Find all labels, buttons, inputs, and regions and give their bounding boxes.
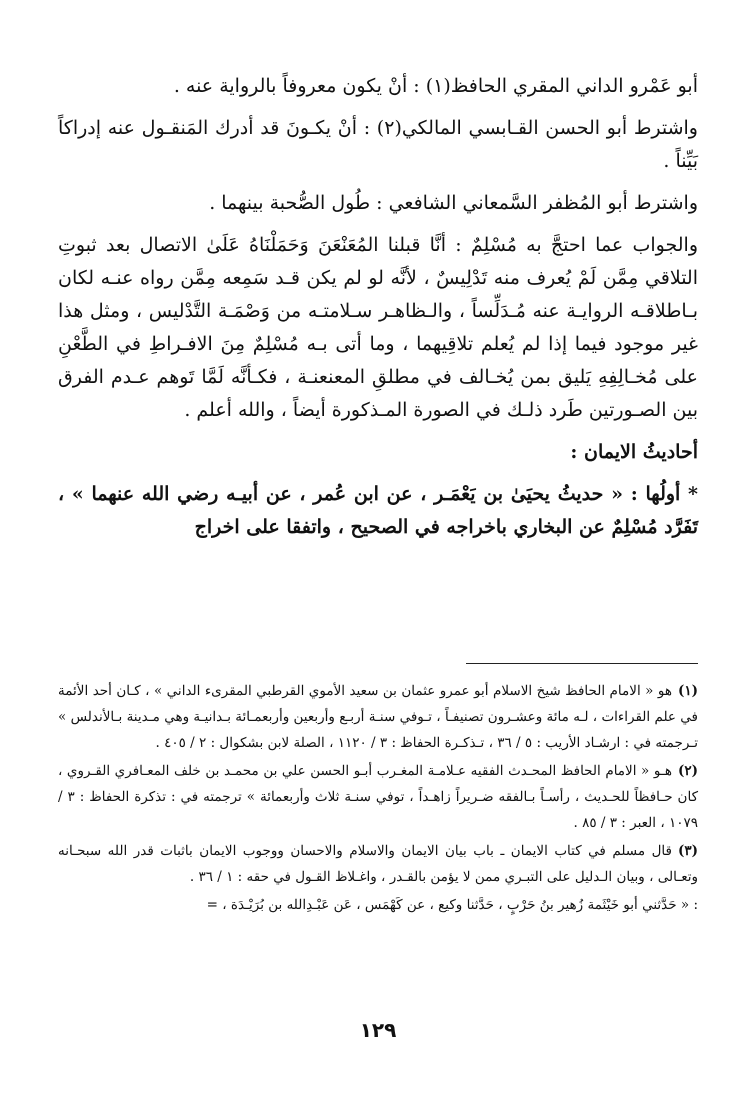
- body-paragraph: واشترط أبو المُظفر السَّمعاني الشافعي : طُول الصُّحبة بينهما .: [209, 192, 698, 214]
- footnote-number: (١): [677, 683, 698, 699]
- body-paragraph: واشترط أبو الحسن القـابسي المالكي(٢) : أنْ يكـونَ قد أدرك المَنقـول عنه إدراكاً بَيِّناً .: [58, 117, 698, 172]
- hadith-paragraph: * أولُها : « حديثُ يحيَىٰ بن يَعْمَـر ، عن ابن عُمر ، عن أبيـه رضي الله عنهما » ، تَفَرَّد مُسْلِمٌ عن البخاري باخراجه في الصحيح ، واتفقا على اخراج: [58, 483, 698, 538]
- footnote: [58, 678, 698, 756]
- footnote: [58, 758, 698, 836]
- body-paragraph: والجواب عما احتجَّ به مُسْلِمٌ : أنَّا قبلنا المُعَنْعَنَ وَحَمَلْنَاهُ عَلَىٰ الاتصال بعد ثبوتِ التلاقي مِمَّن لَمْ يُعرف منه تَدْلِيسٌ ، لأنَّه لو لم يكن قـد سَمِعه مِمَّن رواه عنـه لكان بـاطلاقـه الروايـة عنه مُـدَلِّساً ، والـظاهـر سـلامتـه من وَصْمَـة التَّدْليس ، ومثل هذا غير موجود فيما إذا لم يُعلم تلاقِيهما ، وما أتى بـه مُسْلِمٌ مِنَ الافـراطِ في الطَّعْنِ على مُخـالِفِهِ يَليق بمن يُخـالف في مطلقِ المعنعنـة ، فكـأنَّه لَمَّا تَوهم عـدم الفرق بين الصـورتين طَرد ذلـك في الصورة المـذكورة أيضاً ، والله أعلم .: [58, 234, 698, 421]
- footnote-number: (٢): [677, 763, 698, 779]
- footnotes-section: [58, 678, 698, 920]
- footnote-text: هو « الامام الحافظ شيخ الاسلام أبو عمرو عثمان بن سعيد الأموي القرطبي المقرىء الداني » ، كـان أحد الأئمة في علم القراءات ، لـه مائة وعشـرون تصنيفـاً ، تـوفي سنـة أربـع وأربعين وأربعمـائة بـدانيـة وهي مـدينة بـالأندلس » تـرجمته في : ارشـاد الأريب : ٥ / ٣٦ ، تـذكـرة الحفاظ : ٣ / ١١٢٠ ، الصلة لابن بشكوال : ٢ / ٤٠٥ .: [58, 683, 698, 751]
- footnote-text: هـو « الامام الحافظ المحـدث الفقيه عـلامـة المغـرب أبـو الحسن علي بن محمـد بن خلف المعـافري القـروي ، كان حـافظاً للحـديث ، رأسـاً بـالفقه ضـريراً زاهـداً ، توفي سنـة ثلاث وأربعمائة » ترجمته في : تذكرة الحفاظ : ٣ / ١٠٧٩ ، العبر : ٣ / ٨٥ .: [58, 763, 698, 831]
- section-heading: أحاديثُ الايمان :: [570, 441, 698, 463]
- footnote-divider: [466, 663, 698, 664]
- footnote-text: قال مسلم في كتاب الايمان ـ باب بيان الايمان والاسلام والاحسان ووجوب الايمان باثبات قدر الله سبحـانه وتعـالى ، وبيان الـدليل على التبـري ممن لا يؤمن بالقـدر ، واغـلاظ القـول في حقه : ١ / ٣٦ .: [58, 843, 698, 885]
- page-number: ١٢٩: [359, 1018, 397, 1042]
- body-paragraph: أبو عَمْرو الداني المقري الحافظ(١) : أنْ يكون معروفاً بالرواية عنه .: [173, 75, 698, 97]
- footnote-continuation: : « حَدَّثني أبو خَيْثَمة زُهير بنُ حَرْبٍ ، حَدَّثنا وكيع ، عن كَهْمَس ، عَن عَبْـدِالله بن بُرَيْـدَة ، =: [206, 897, 698, 913]
- footnote: [58, 838, 698, 890]
- main-text-body: [58, 70, 698, 553]
- footnote-number: (٣): [677, 843, 698, 859]
